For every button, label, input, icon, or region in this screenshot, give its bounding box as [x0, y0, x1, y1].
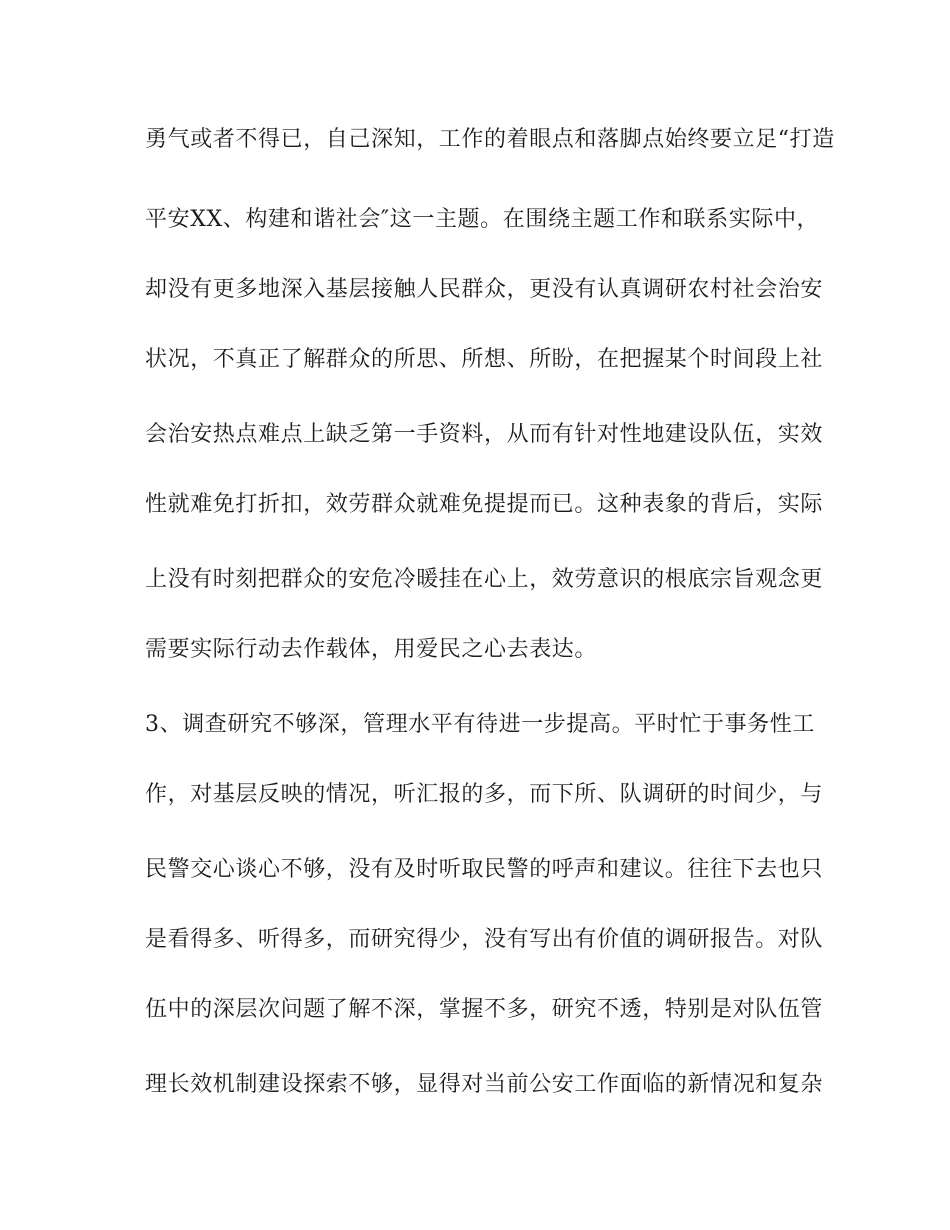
- paragraph-line: 民警交心谈心不够，没有及时听取民警的呼声和建议。往往下去也只: [145, 857, 824, 882]
- paragraph-line: 却没有更多地深入基层接触人民群众，更没有认真调研农村社会治安: [145, 277, 824, 302]
- paragraph-line: 需要实际行动去作载体，用爱民之心去表达。: [145, 637, 598, 662]
- paragraph-line: 理长效机制建设探索不够，显得对当前公安工作面临的新情况和复杂: [145, 1072, 824, 1097]
- paragraph-line: 上没有时刻把群众的安危冷暖挂在心上，效劳意识的根底宗旨观念更: [145, 567, 824, 592]
- paragraph-line: 勇气或者不得已，自己深知，工作的着眼点和落脚点始终要立足“打造: [145, 127, 835, 152]
- paragraph-line: 作，对基层反映的情况，听汇报的多，而下所、队调研的时间少，与: [145, 782, 824, 807]
- paragraph-line: 伍中的深层次问题了解不深，掌握不多，研究不透，特别是对队伍管: [145, 997, 824, 1022]
- paragraph-line: 是看得多、听得多，而研究得少，没有写出有价值的调研报告。对队: [145, 927, 824, 952]
- paragraph-line: 平安XX、构建和谐社会″这一主题。在围绕主题工作和联系实际中，: [145, 207, 820, 232]
- paragraph-line: 性就难免打折扣，效劳群众就难免提提而已。这种表象的背后，实际: [145, 492, 824, 517]
- paragraph-line: 会治安热点难点上缺乏第一手资料，从而有针对性地建设队伍，实效: [145, 422, 824, 447]
- paragraph-line: 状况，不真正了解群众的所思、所想、所盼，在把握某个时间段上社: [145, 347, 824, 372]
- paragraph-line: 3、调查研究不够深，管理水平有待进一步提高。平时忙于事务性工: [145, 712, 815, 737]
